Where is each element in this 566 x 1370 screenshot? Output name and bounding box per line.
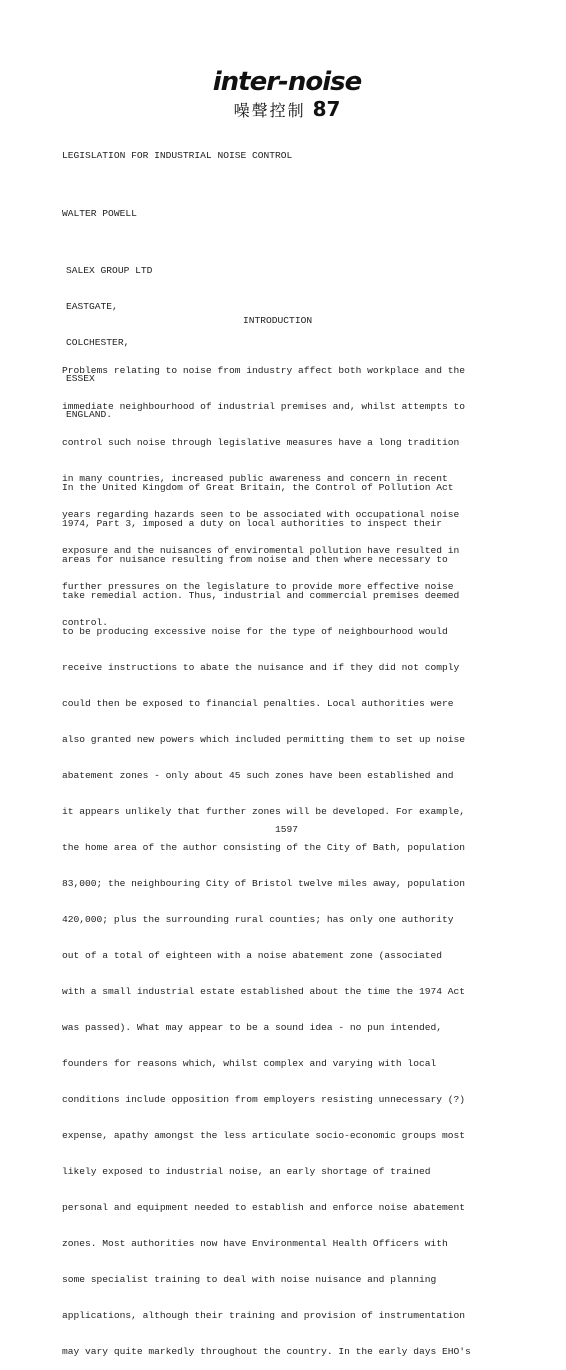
text-line: conditions include opposition from employers resisting unnecessary (?) bbox=[62, 1094, 466, 1105]
text-line: 1974, Part 3, imposed a duty on local authorities to inspect their bbox=[62, 518, 442, 529]
text-line: the home area of the author consisting of the City of Bath, population bbox=[62, 842, 466, 853]
text-line: years regarding hazards seen to be associated with occupational noise bbox=[62, 509, 460, 520]
text-line: some specialist training to deal with noise nuisance and planning bbox=[62, 1274, 437, 1285]
text-line: to be producing excessive noise for the type of neighbourhood would bbox=[62, 626, 448, 637]
text-line: expense, apathy amongst the less articulate socio-economic groups most bbox=[62, 1130, 466, 1141]
text-line: applications, although their training and provision of instrumentation bbox=[62, 1310, 466, 1321]
text-line: may vary quite markedly throughout the country. In the early days EHO's bbox=[62, 1346, 471, 1357]
logo-subline bbox=[212, 98, 362, 122]
text-line: in many countries, increased public awareness and concern in recent bbox=[62, 473, 448, 484]
text-line: 420,000; plus the surrounding rural counties; has only one authority bbox=[62, 914, 454, 925]
text-line: take remedial action. Thus, industrial and commercial premises deemed bbox=[62, 590, 460, 601]
section-heading: INTRODUCTION bbox=[243, 315, 313, 326]
text-line: it appears unlikely that further zones will be developed. For example, bbox=[62, 806, 466, 817]
text-line: areas for nuisance resulting from noise and then where necessary to bbox=[62, 554, 448, 565]
logo-wordmark: inter-noise bbox=[212, 67, 362, 97]
address-line: EASTGATE, bbox=[66, 301, 118, 312]
paragraph-2 bbox=[62, 458, 471, 1370]
text-line: immediate neighbourhood of industrial premises and, whilst attempts to bbox=[62, 401, 466, 412]
text-line: control such noise through legislative measures have a long tradition bbox=[62, 437, 460, 448]
text-line: Problems relating to noise from industry affect both workplace and the bbox=[62, 365, 466, 376]
text-line: likely exposed to industrial noise, an early shortage of trained bbox=[62, 1166, 431, 1177]
logo-cjk: 噪聲控制 bbox=[233, 101, 306, 120]
text-line: control. bbox=[62, 617, 109, 628]
text-line: out of a total of eighteen with a noise abatement zone (associated bbox=[62, 950, 442, 961]
address-line: ESSEX bbox=[66, 373, 95, 384]
logo-year: 87 bbox=[312, 97, 341, 121]
text-line: abatement zones - only about 45 such zones have been established and bbox=[62, 770, 454, 781]
text-line: also granted new powers which included permitting them to set up noise bbox=[62, 734, 466, 745]
address-line: COLCHESTER, bbox=[66, 337, 130, 348]
text-line: personal and equipment needed to establish and enforce noise abatement bbox=[62, 1202, 466, 1213]
text-line: with a small industrial estate established about the time the 1974 Act bbox=[62, 986, 466, 997]
address-line: SALEX GROUP LTD bbox=[66, 265, 153, 276]
author-name: WALTER POWELL bbox=[62, 208, 137, 219]
conference-logo bbox=[212, 68, 362, 122]
text-line: was passed). What may appear to be a sound idea - no pun intended, bbox=[62, 1022, 442, 1033]
address-line: ENGLAND. bbox=[66, 409, 113, 420]
text-line: receive instructions to abate the nuisance and if they did not comply bbox=[62, 662, 460, 673]
text-line: further pressures on the legislature to provide more effective noise bbox=[62, 581, 454, 592]
page-number: 1597 bbox=[275, 824, 299, 835]
text-line: founders for reasons which, whilst complex and varying with local bbox=[62, 1058, 437, 1069]
paper-title: LEGISLATION FOR INDUSTRIAL NOISE CONTROL bbox=[62, 150, 293, 161]
text-line: 83,000; the neighbouring City of Bristol twelve miles away, population bbox=[62, 878, 466, 889]
text-line: In the United Kingdom of Great Britain, the Control of Pollution Act bbox=[62, 482, 454, 493]
text-line: zones. Most authorities now have Environmental Health Officers with bbox=[62, 1238, 448, 1249]
text-line: exposure and the nuisances of enviromental pollution have resulted in bbox=[62, 545, 460, 556]
text-line: could then be exposed to financial penalties. Local authorities were bbox=[62, 698, 454, 709]
